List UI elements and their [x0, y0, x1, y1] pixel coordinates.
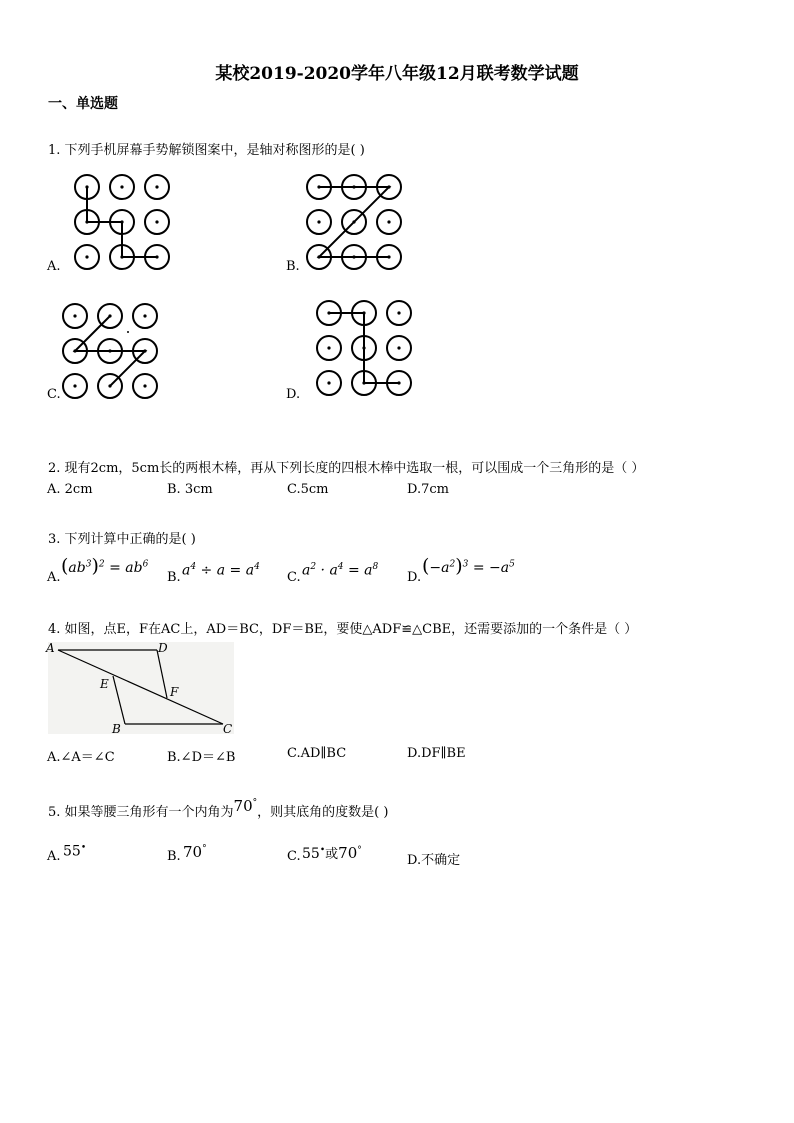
lock-node-dot	[352, 185, 355, 188]
label-b: B	[112, 722, 121, 736]
lock-node-dot	[143, 349, 146, 352]
label-d: D	[158, 641, 168, 655]
lock-node-dot	[73, 384, 76, 387]
lock-node-dot	[397, 346, 400, 349]
label-c: C	[223, 722, 233, 736]
option-2c: C.5cm	[287, 482, 329, 497]
option-4b: B.∠D＝∠B	[167, 750, 236, 765]
option-5a: A.	[47, 849, 61, 864]
option-2a: A. 2cm	[47, 482, 93, 497]
figure-background	[48, 642, 234, 734]
lock-node-dot	[155, 220, 158, 223]
lock-node-dot	[120, 220, 123, 223]
option-1a: A.	[47, 259, 61, 274]
lock-node-dot	[155, 185, 158, 188]
option-2b: B. 3cm	[167, 482, 213, 497]
option-2d: D.7cm	[407, 482, 449, 497]
option-5d: D.不确定	[407, 853, 461, 868]
option-4a: A.∠A＝∠C	[47, 750, 115, 765]
lock-node-dot	[85, 185, 88, 188]
question-4-stem: 4. 如图，点E，F在AC上，AD＝BC，DF＝BE，要使△ADF≌△CBE，还需要添加的一个条件是（ ）	[48, 622, 638, 637]
label-f: F	[170, 685, 179, 699]
lock-node-dot	[120, 255, 123, 258]
question-5-stem-prefix: 5. 如果等腰三角形有一个内角为	[48, 805, 234, 820]
stray-dot	[127, 331, 129, 333]
option-3b-formula: $a^4 \div a = a^4$	[182, 562, 260, 579]
lock-node-dot	[155, 255, 158, 258]
pattern-d-figure	[312, 296, 422, 396]
option-3d: D.	[407, 570, 422, 585]
section-heading: 一、单选题	[48, 96, 118, 112]
pattern-a-figure	[70, 170, 180, 270]
option-1b: B.	[286, 259, 300, 274]
option-3c: C.	[287, 570, 301, 585]
question-2-stem: 2. 现有2cm，5cm长的两根木棒，再从下列长度的四根木棒中选取一根，可以围成一个三角形的是（ ）	[48, 461, 645, 476]
lock-node-dot	[327, 346, 330, 349]
lock-node-dot	[317, 255, 320, 258]
lock-node-dot	[327, 311, 330, 314]
lock-node-dot	[352, 255, 355, 258]
option-3d-formula: $(-a^2)^3 = -a^5$	[422, 555, 515, 577]
option-5c-value: 55•或70°	[302, 844, 362, 862]
option-1c: C.	[47, 387, 61, 402]
lock-node-dot	[317, 185, 320, 188]
question-3-stem: 3. 下列计算中正确的是( )	[48, 532, 196, 547]
lock-node-dot	[387, 185, 390, 188]
option-5c: C.	[287, 849, 301, 864]
label-e: E	[100, 677, 109, 691]
lock-node-dot	[85, 220, 88, 223]
option-4d: D.DF∥BE	[407, 746, 466, 761]
option-5b: B.	[167, 849, 181, 864]
page-title: 某校2019-2020学年八年级12月联考数学试题	[215, 64, 579, 84]
option-1d: D.	[286, 387, 301, 402]
lock-node-dot	[143, 384, 146, 387]
option-3c-formula: $a^2 \cdot a^4 = a^8$	[302, 562, 379, 579]
lock-node-dot	[73, 349, 76, 352]
question-1-stem: 1. 下列手机屏幕手势解锁图案中，是轴对称图形的是( )	[48, 143, 365, 158]
option-4c: C.AD∥BC	[287, 746, 347, 761]
option-5a-value: 55•	[63, 843, 87, 860]
option-3b: B.	[167, 570, 181, 585]
option-5b-value: 70°	[183, 843, 207, 861]
lock-node-dot	[317, 220, 320, 223]
question-5-stem	[48, 797, 389, 820]
lock-node-dot	[362, 311, 365, 314]
lock-node-dot	[327, 381, 330, 384]
pattern-c-figure	[58, 299, 168, 399]
pattern-b-figure	[302, 170, 412, 270]
option-3a: A.	[47, 570, 61, 585]
lock-node-dot	[143, 314, 146, 317]
lock-node-dot	[85, 255, 88, 258]
lock-node-dot	[397, 381, 400, 384]
quadrilateral-figure	[44, 640, 239, 740]
lock-node-dot	[120, 185, 123, 188]
lock-node-dot	[108, 384, 111, 387]
lock-node-dot	[387, 220, 390, 223]
lock-node-dot	[362, 381, 365, 384]
lock-node-dot	[362, 346, 365, 349]
q5-angle-value: 70°	[233, 797, 258, 815]
lock-node-dot	[352, 220, 355, 223]
lock-node-dot	[108, 314, 111, 317]
lock-node-dot	[73, 314, 76, 317]
question-5-stem-suffix: ，则其底角的度数是( )	[257, 805, 389, 820]
label-a: A	[46, 641, 55, 655]
option-3a-formula: $(ab^3)^2 = ab^6$	[61, 555, 149, 577]
lock-node-dot	[387, 255, 390, 258]
lock-node-dot	[108, 349, 111, 352]
lock-node-dot	[397, 311, 400, 314]
